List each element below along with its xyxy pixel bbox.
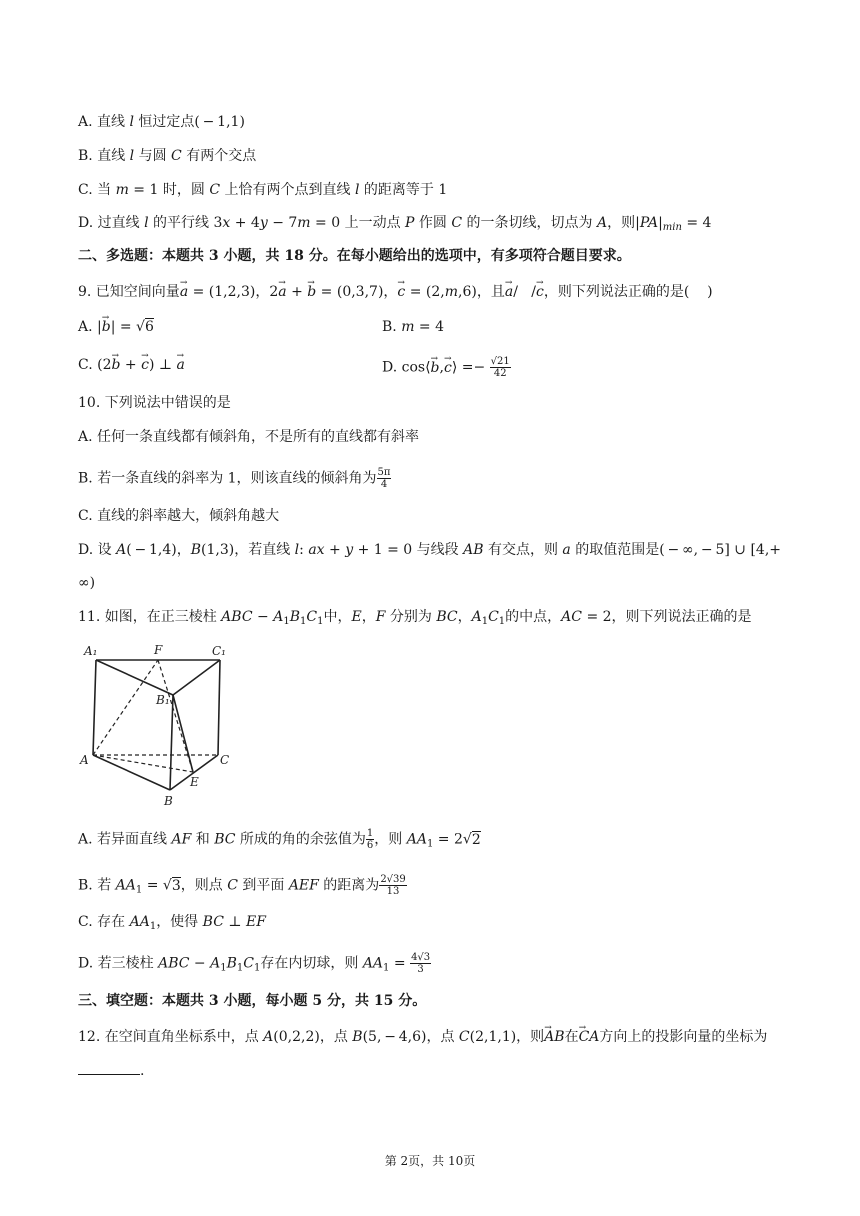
hidden-edges	[93, 660, 218, 772]
q11-option-d: D. 若三棱柱 ABC − $A_1B_1C_1$存在内切球，则 $AA_1$ = $\frac{4√3}{3}$	[78, 952, 431, 975]
q8-option-c: C. 当 m = 1 时，圆 C 上恰有两个点到直线 l 的距离等于 1	[78, 182, 448, 198]
q8-option-a: A. 直线 l 恒过定点( − 1,1)	[78, 114, 245, 130]
section-2-title: 二、多选题：本题共 3 小题，共 18 分。在每小题给出的选项中，有多项符合题目要求。	[78, 248, 631, 264]
q11-stem: 11. 如图，在正三棱柱 ABC − $A_1B_1C_1$中，E，F 分别为 BC，$A_1C_1$的中点，AC = 2，则下列说法正确的是	[78, 609, 752, 627]
label-f: F	[154, 643, 163, 657]
section-3-title: 三、填空题：本题共 3 小题，每小题 5 分，共 15 分。	[78, 993, 427, 1009]
q10-option-d-continued: ∞)	[78, 575, 96, 591]
label-a: A	[80, 753, 89, 767]
q10-option-d: D. 设 A( − 1,4)，B(1,3)，若直线 l: ax + y + 1 = 0 与线段 AB 有交点，则 a 的取值范围是( − ∞, − 5] ∪ [4,+	[78, 542, 781, 558]
q9-option-b: B. m = 4	[382, 319, 445, 335]
q11-option-c: C. 存在 $AA_1$，使得 BC ⊥ EF	[78, 914, 266, 932]
label-e: E	[190, 775, 199, 789]
q8-option-b: B. 直线 l 与圆 C 有两个交点	[78, 148, 257, 164]
q9-option-d: D. cos⟨→ b,→ c⟩ =− $\frac{√21}{42}$	[382, 356, 511, 379]
label-b: B	[164, 794, 173, 808]
q10-option-b: B. 若一条直线的斜率为 1，则该直线的倾斜角为 $\frac{5\pi}{4}$	[78, 467, 391, 490]
label-b1: B₁	[156, 693, 170, 707]
q12-answer-blank[interactable]: .	[78, 1062, 144, 1080]
label-c: C	[220, 753, 230, 767]
q11-option-b: B. 若 $AA_1 = √3$，则点 C 到平面 AEF 的距离为 $\frac{2√39}{13}$	[78, 874, 406, 897]
prism-figure	[78, 640, 238, 810]
q10-option-a: A. 任何一条直线都有倾斜角，不是所有的直线都有斜率	[78, 429, 420, 445]
label-a1: A₁	[84, 644, 98, 658]
q12-stem: 12. 在空间直角坐标系中，点 A(0,2,2)，点 B(5, − 4,6)，点 C(2,1,1)，则→ AB在→ CA方向上的投影向量的坐标为	[78, 1028, 767, 1046]
q9-stem: 9. 已知空间向量→ a = (1,2,3)，2→ a + → b = (0,3,7)，→ c = (2,m,6)，且→ a/ /→ c，则下列说法正确的是( )	[78, 283, 713, 301]
label-c1: C₁	[212, 644, 226, 658]
page-footer: 第 2页，共 10页	[384, 1154, 476, 1168]
q10-stem: 10. 下列说法中错误的是	[78, 395, 231, 411]
q9-option-c: C. (2→ b + → c) ⊥ → a	[78, 356, 185, 374]
q11-option-a: A. 若异面直线 AF 和 BC 所成的角的余弦值为 $\frac{1}{6}$ ，则 $AA_1 = 2√2$	[78, 828, 481, 851]
prism-edges	[93, 660, 220, 790]
q10-option-c: C. 直线的斜率越大，倾斜角越大	[78, 508, 280, 524]
q9-option-a: A. |→ b| = √6	[78, 318, 154, 336]
q8-option-d: D. 过直线 l 的平行线 3x + 4y − 7m = 0 上一动点 P 作圆 C 的一条切线，切点为 A，则$|PA|_{min} = 4$	[78, 215, 712, 233]
